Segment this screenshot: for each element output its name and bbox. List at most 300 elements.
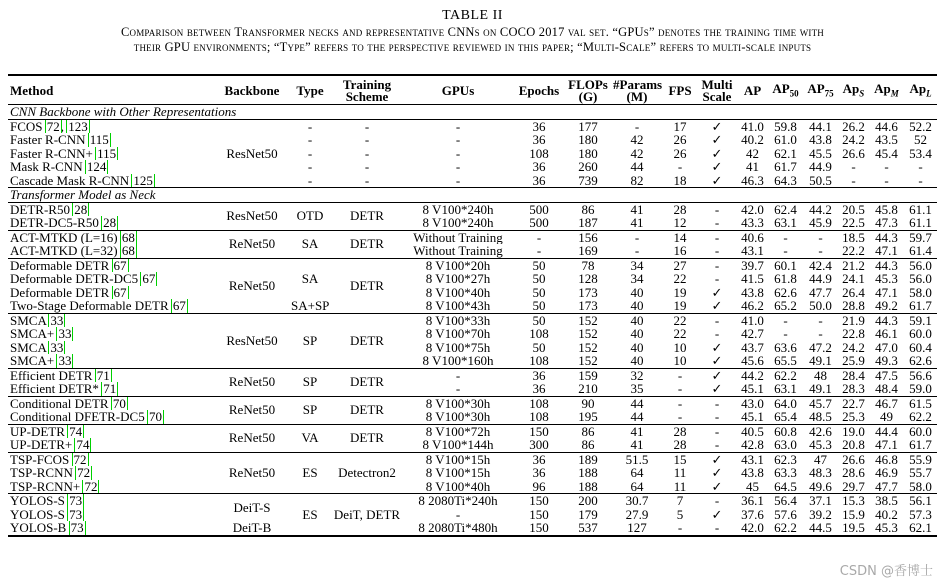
ap-cell: 43.8 [741, 466, 764, 480]
gpus-cell: 8 2080Ti*240h [403, 494, 513, 508]
table-body [8, 105, 937, 535]
method-cell [8, 410, 215, 424]
watermark: CSDN @香博士 [839, 564, 933, 579]
epochs-cell: 108 [529, 327, 549, 341]
col-apm: $Ap_M$ [874, 80, 899, 99]
ap50-cell: 57.6 [774, 507, 797, 521]
citation-link[interactable]: 73 [69, 493, 83, 508]
gpus-cell: - [455, 160, 461, 174]
ap75-cell: 45.7 [803, 396, 838, 410]
method-cell [8, 202, 215, 216]
aps-cell: 20.8 [842, 438, 865, 452]
table-row [8, 354, 937, 368]
flops-cell: 173 [578, 299, 598, 313]
type-cell: - [307, 160, 313, 174]
apm-cell: - [884, 173, 889, 188]
ap-cell: 43.7 [741, 340, 764, 354]
gpus-cell: 8 V100*75h [425, 340, 491, 354]
epochs-cell: 500 [529, 216, 549, 230]
ms-cell: - [714, 410, 720, 424]
table-row [8, 230, 937, 244]
method-cell [8, 174, 215, 188]
epochs-cell: 36 [513, 119, 565, 133]
fps-cell: 28 [673, 438, 687, 452]
apl-cell: 56.0 [904, 258, 937, 272]
ap50-cell: 56.4 [768, 494, 803, 508]
epochs-cell: 36 [513, 452, 565, 466]
ms-cell: ✓ [711, 299, 723, 313]
apl-cell: 60.0 [909, 327, 932, 341]
epochs-cell: 108 [529, 146, 549, 160]
ms-cell: ✓ [711, 479, 723, 494]
citation-link[interactable]: 71 [96, 368, 110, 382]
params-cell: 41 [611, 424, 663, 438]
apl-cell: 61.1 [909, 216, 932, 230]
ap50-cell: - [768, 313, 803, 327]
apl-cell: 57.3 [909, 507, 932, 521]
type-cell: OTD [289, 202, 331, 230]
epochs-cell: 36 [532, 133, 546, 147]
method-cell [8, 216, 215, 230]
aps-cell: - [851, 160, 856, 174]
params-cell: - [634, 244, 640, 258]
ap-cell: 45.1 [741, 410, 764, 424]
backbone-cell: ReNet50 [215, 452, 289, 494]
ap-cell: 41.5 [741, 272, 764, 286]
fps-cell: 22 [673, 272, 687, 286]
aps-cell: 25.3 [842, 410, 865, 424]
col-ap75: $AP_{75}$ [807, 80, 834, 99]
method-name: UP-DETR [10, 424, 65, 438]
apm-cell: 45.8 [869, 202, 904, 216]
fps-cell: 26 [673, 133, 687, 147]
fps-cell: 28 [663, 202, 697, 216]
flops-cell: 159 [565, 368, 611, 382]
ms-cell: - [714, 438, 720, 452]
ap75-cell: 49.1 [809, 354, 832, 368]
ap-cell: 40.5 [737, 424, 768, 438]
aps-cell: 18.5 [838, 230, 869, 244]
fps-cell: 22 [673, 327, 687, 341]
apl-cell: 62.6 [909, 354, 932, 368]
epochs-cell: - [513, 230, 565, 244]
fps-cell: 14 [663, 230, 697, 244]
gpus-cell: 8 V100*15h [425, 466, 491, 480]
type-cell: SA [289, 230, 331, 258]
method-name: DETR-R50 [10, 202, 70, 216]
epochs-cell: 36 [513, 368, 565, 382]
apl-cell: 55.7 [909, 466, 932, 480]
epochs-cell: - [536, 244, 542, 258]
epochs-cell: 108 [529, 410, 549, 424]
citation-link[interactable]: 72 [46, 119, 60, 133]
method-name: Cascade Mask R-CNN [10, 173, 130, 188]
fps-cell: 18 [673, 173, 687, 188]
type-cell: ES [289, 494, 331, 535]
gpus-cell: 8 V100*33h [403, 313, 513, 327]
aps-cell: 22.8 [842, 327, 865, 341]
table-row [8, 494, 937, 508]
table-row [8, 368, 937, 382]
method-name: Faster R-CNN [10, 133, 86, 147]
scheme-cell: - [364, 160, 370, 174]
citation-link[interactable]: 73 [69, 507, 83, 521]
backbone-cell: ReNet50 [215, 258, 289, 313]
apl-cell: 58.0 [909, 285, 932, 299]
method-name: Faster R-CNN+ [10, 146, 93, 160]
ap-cell: 42.7 [741, 327, 764, 341]
epochs-cell: 150 [513, 494, 565, 508]
backbone-cell: ReNet50 [215, 230, 289, 258]
method-cell [8, 466, 215, 480]
citation-link[interactable]: 72 [77, 466, 91, 480]
scheme-cell: DETR [331, 230, 403, 258]
col-params: #Params (M) [613, 78, 663, 104]
params-cell: 44 [611, 396, 663, 410]
flops-cell: 180 [578, 133, 598, 147]
citation-link[interactable]: 74 [76, 438, 90, 452]
epochs-cell: 36 [532, 160, 546, 174]
apl-cell: 58.0 [909, 479, 932, 494]
ms-cell: ✓ [711, 146, 723, 160]
fps-cell: 28 [663, 424, 697, 438]
apm-cell: 47.1 [875, 285, 898, 299]
ap50-cell: 63.1 [774, 216, 797, 230]
ap-cell: 45.6 [741, 354, 764, 368]
ap50-cell: 63.6 [774, 340, 797, 354]
flops-cell: 180 [578, 146, 598, 160]
ap50-cell: 63.1 [774, 382, 797, 396]
ap75-cell: 42.6 [803, 424, 838, 438]
table-row [8, 521, 937, 535]
table-row [8, 202, 937, 216]
apm-cell: 46.8 [869, 452, 904, 466]
col-multi-scale: Multi Scale [701, 78, 733, 104]
fps-cell: - [677, 521, 683, 535]
ms-cell: - [697, 396, 737, 410]
flops-cell: 188 [578, 466, 598, 480]
params-cell: 41 [630, 216, 644, 230]
epochs-cell: 150 [529, 521, 549, 535]
method-cell [8, 230, 215, 244]
epochs-cell: 50 [513, 313, 565, 327]
aps-cell: 19.0 [838, 424, 869, 438]
method-cell [8, 244, 215, 258]
params-cell: - [611, 119, 663, 133]
apl-cell: 62.2 [909, 410, 932, 424]
ap50-cell: 64.3 [774, 173, 797, 188]
method-name: Mask R-CNN [10, 160, 83, 174]
table-row [8, 438, 937, 452]
aps-cell: 26.6 [838, 452, 869, 466]
ap75-cell: - [803, 313, 838, 327]
ap50-cell: 62.3 [768, 452, 803, 466]
backbone-cell: DeiT-S [215, 494, 289, 522]
aps-cell: 26.4 [842, 285, 865, 299]
fps-cell: 11 [673, 466, 687, 480]
gpus-cell: 8 V100*30h [425, 410, 491, 424]
section-title: Transformer Model as Neck [8, 188, 937, 203]
flops-cell: 152 [565, 313, 611, 327]
epochs-cell: 150 [529, 507, 549, 521]
ap75-cell: 44.9 [809, 160, 832, 174]
ap50-cell: 63.0 [774, 438, 797, 452]
ap50-cell: 65.5 [774, 354, 797, 368]
ms-cell: ✓ [711, 285, 723, 299]
apl-cell: 61.1 [904, 202, 937, 216]
gpus-cell: 8 V100*40h [425, 479, 491, 494]
apl-cell: 61.7 [909, 438, 932, 452]
col-training-scheme: Training Scheme [342, 78, 392, 104]
gpus-cell: Without Training [403, 230, 513, 244]
ap75-cell: 49.1 [809, 382, 832, 396]
apl-cell: 55.9 [904, 452, 937, 466]
params-cell: 41 [611, 202, 663, 216]
method-name: Conditional DFETR-DC5 [10, 410, 145, 424]
apl-cell: 53.4 [909, 146, 932, 160]
type-cell: SP [289, 368, 331, 396]
method-cell [8, 327, 215, 341]
flops-cell: 195 [578, 410, 598, 424]
ap75-cell: 48.3 [809, 466, 832, 480]
table-caption [10, 25, 935, 55]
apm-cell: 49.3 [875, 354, 898, 368]
apl-cell: 61.7 [909, 299, 932, 313]
params-cell: 40 [611, 313, 663, 327]
ap-cell: 44.2 [737, 368, 768, 382]
type-cell: - [307, 146, 313, 160]
fps-cell: - [677, 382, 683, 396]
type-cell: SA+SP [291, 299, 330, 313]
table-row [8, 382, 937, 396]
ap50-cell: 63.3 [774, 466, 797, 480]
ms-cell: ✓ [711, 173, 723, 188]
scheme-cell: DETR [331, 368, 403, 396]
apl-cell: 56.1 [904, 494, 937, 508]
ap75-cell: - [818, 327, 823, 341]
fps-cell: 19 [673, 285, 687, 299]
ap-cell: 39.7 [737, 258, 768, 272]
gpus-cell: 8 V100*15h [403, 452, 513, 466]
citation-link[interactable]: 33 [50, 313, 64, 327]
ms-cell: ✓ [711, 340, 723, 354]
aps-cell: 21.2 [838, 258, 869, 272]
citation-link[interactable]: 125 [133, 173, 153, 188]
apl-cell: 52.2 [904, 119, 937, 133]
params-cell: 35 [630, 382, 644, 396]
params-cell: 64 [630, 466, 644, 480]
ms-cell: ✓ [711, 382, 723, 396]
citation-link[interactable]: 68 [121, 230, 135, 244]
ap50-cell: 62.4 [768, 202, 803, 216]
backbone-cell: ReNet50 [215, 424, 289, 452]
apl-cell: 59.7 [904, 230, 937, 244]
method-cell [8, 438, 215, 452]
method-name: Efficient DETR [10, 368, 93, 382]
ms-cell: - [697, 230, 737, 244]
col-flops: FLOPs (G) [568, 78, 608, 104]
method-name: ACT-MTKD (L=16) [10, 230, 118, 244]
table-row [8, 244, 937, 258]
citation-link[interactable]: 67 [142, 272, 156, 286]
citation-link[interactable]: 123 [68, 119, 88, 133]
type-cell: - [307, 133, 313, 147]
top-rule [8, 74, 937, 76]
aps-cell: - [851, 173, 856, 188]
table-row [8, 452, 937, 466]
citation-link[interactable]: 115 [89, 133, 109, 147]
apl-cell: - [918, 173, 923, 188]
citation-link[interactable]: 73 [70, 521, 84, 535]
citation-link[interactable]: 124 [86, 160, 107, 174]
citation-link[interactable]: 115 [97, 146, 117, 160]
citation-link[interactable]: 72 [84, 479, 98, 494]
ms-cell: - [714, 244, 720, 258]
ap50-cell: 62.1 [774, 146, 797, 160]
table-row [8, 508, 937, 522]
ap50-cell: 61.7 [774, 160, 797, 174]
ap50-cell: 62.2 [768, 368, 803, 382]
epochs-cell: 50 [532, 285, 546, 299]
fps-cell: 7 [663, 494, 697, 508]
params-cell: 42 [630, 133, 644, 147]
fps-cell: 15 [663, 452, 697, 466]
ap-cell: 43.8 [741, 285, 764, 299]
flops-cell: 152 [578, 340, 598, 354]
fps-cell: 27 [663, 258, 697, 272]
ms-cell: ✓ [711, 160, 723, 174]
ap50-cell: 65.4 [774, 410, 797, 424]
table-label: TABLE II [442, 8, 503, 23]
ms-cell: - [697, 494, 737, 508]
ap50-cell: 61.0 [774, 133, 797, 147]
ap-cell: 43.3 [741, 216, 764, 230]
apm-cell: 44.3 [869, 258, 904, 272]
citation-link[interactable]: 28 [103, 216, 117, 230]
ap-cell: 43.1 [737, 452, 768, 466]
epochs-cell: 36 [532, 382, 546, 396]
gpus-cell: 8 V100*20h [403, 258, 513, 272]
ap50-cell: 64.5 [774, 479, 797, 494]
ap75-cell: 44.2 [803, 202, 838, 216]
citation-link[interactable]: 68 [121, 244, 135, 258]
method-cell [8, 521, 215, 535]
epochs-cell: 150 [513, 424, 565, 438]
apl-cell: 56.0 [909, 272, 932, 286]
ap50-cell: 62.6 [774, 285, 797, 299]
citation-link[interactable]: 67 [113, 258, 127, 272]
apm-cell: 46.1 [875, 327, 898, 341]
comparison-table [8, 78, 937, 535]
params-cell: 44 [630, 160, 644, 174]
col-method: Method [10, 83, 54, 98]
fps-cell: - [677, 410, 683, 424]
apm-cell: 47.3 [875, 216, 898, 230]
ap50-cell: 62.2 [774, 521, 797, 535]
flops-cell: 179 [578, 507, 598, 521]
params-cell: 41 [630, 438, 644, 452]
method-cell: FCOS 72, 123 [8, 119, 215, 133]
gpus-cell: 8 V100*240h [422, 216, 494, 230]
aps-cell: 24.1 [842, 272, 865, 286]
backbone-cell: ResNet50 [215, 119, 289, 188]
method-cell [8, 160, 215, 174]
citation-link[interactable]: 70 [112, 396, 126, 410]
ap75-cell: 47.2 [809, 340, 832, 354]
citation-link[interactable]: 33 [50, 340, 64, 354]
ap75-cell: 44.9 [809, 272, 832, 286]
method-cell [8, 508, 215, 522]
table-row [8, 174, 937, 188]
table-row [8, 396, 937, 410]
citation-link[interactable]: 72 [73, 452, 87, 466]
fps-cell: 16 [673, 244, 687, 258]
caption-line-2: their GPU environments; “Type” refers to the perspective reviewed in this paper; “Multi-Scale” refers to multi-scale inputs [133, 40, 812, 54]
gpus-cell: 8 V100*43h [425, 299, 491, 313]
params-cell: 40 [630, 340, 644, 354]
apm-cell: 45.3 [875, 521, 898, 535]
citation-link[interactable]: 70 [148, 410, 162, 424]
method-cell [8, 354, 215, 368]
citation-link[interactable]: 33 [58, 327, 72, 341]
method-cell [8, 286, 215, 300]
method-cell [8, 147, 215, 161]
apm-cell: 38.5 [869, 494, 904, 508]
params-cell: 34 [630, 272, 644, 286]
gpus-cell: 8 V100*27h [425, 272, 491, 286]
section-title: CNN Backbone with Other Representations [8, 105, 937, 120]
citation-link[interactable]: 71 [103, 382, 117, 396]
fps-cell: 19 [673, 299, 687, 313]
citation-link[interactable]: 74 [69, 424, 83, 438]
aps-cell: 20.5 [838, 202, 869, 216]
aps-cell: 28.8 [842, 299, 865, 313]
citation-link[interactable]: 67 [113, 285, 127, 299]
ap75-cell: 45.5 [809, 146, 832, 160]
flops-cell: 173 [578, 285, 598, 299]
method-cell [8, 382, 215, 396]
ms-cell: - [697, 313, 737, 327]
ms-cell: ✓ [697, 452, 737, 466]
apl-cell: 61.4 [909, 244, 932, 258]
method-name: SMCA+ [10, 327, 55, 341]
fps-cell: - [663, 396, 697, 410]
citation-link[interactable]: 28 [74, 202, 88, 216]
epochs-cell: 50 [532, 299, 546, 313]
gpus-cell: 8 V100*70h [425, 327, 491, 341]
gpus-cell: 8 V100*30h [403, 396, 513, 410]
citation-link[interactable]: 67 [172, 299, 186, 313]
ap-cell: 43.1 [741, 244, 764, 258]
ap75-cell: 47.7 [809, 285, 832, 299]
ap-cell: 37.6 [741, 507, 764, 521]
method-name: YOLOS-S [10, 507, 65, 521]
fps-cell: - [677, 160, 683, 174]
ms-cell: ✓ [697, 368, 737, 382]
table-row [8, 313, 937, 327]
citation-link[interactable]: 33 [58, 354, 72, 368]
ap75-cell: 43.8 [809, 133, 832, 147]
col-apl: $Ap_L$ [909, 80, 932, 99]
aps-cell: 22.7 [838, 396, 869, 410]
gpus-cell: Without Training [413, 244, 503, 258]
fps-cell: 22 [663, 313, 697, 327]
ap75-cell: 44.1 [803, 119, 838, 133]
table-row [8, 272, 937, 286]
apm-cell: 44.6 [869, 119, 904, 133]
params-cell: 32 [611, 368, 663, 382]
ap75-cell: 44.5 [809, 521, 832, 535]
